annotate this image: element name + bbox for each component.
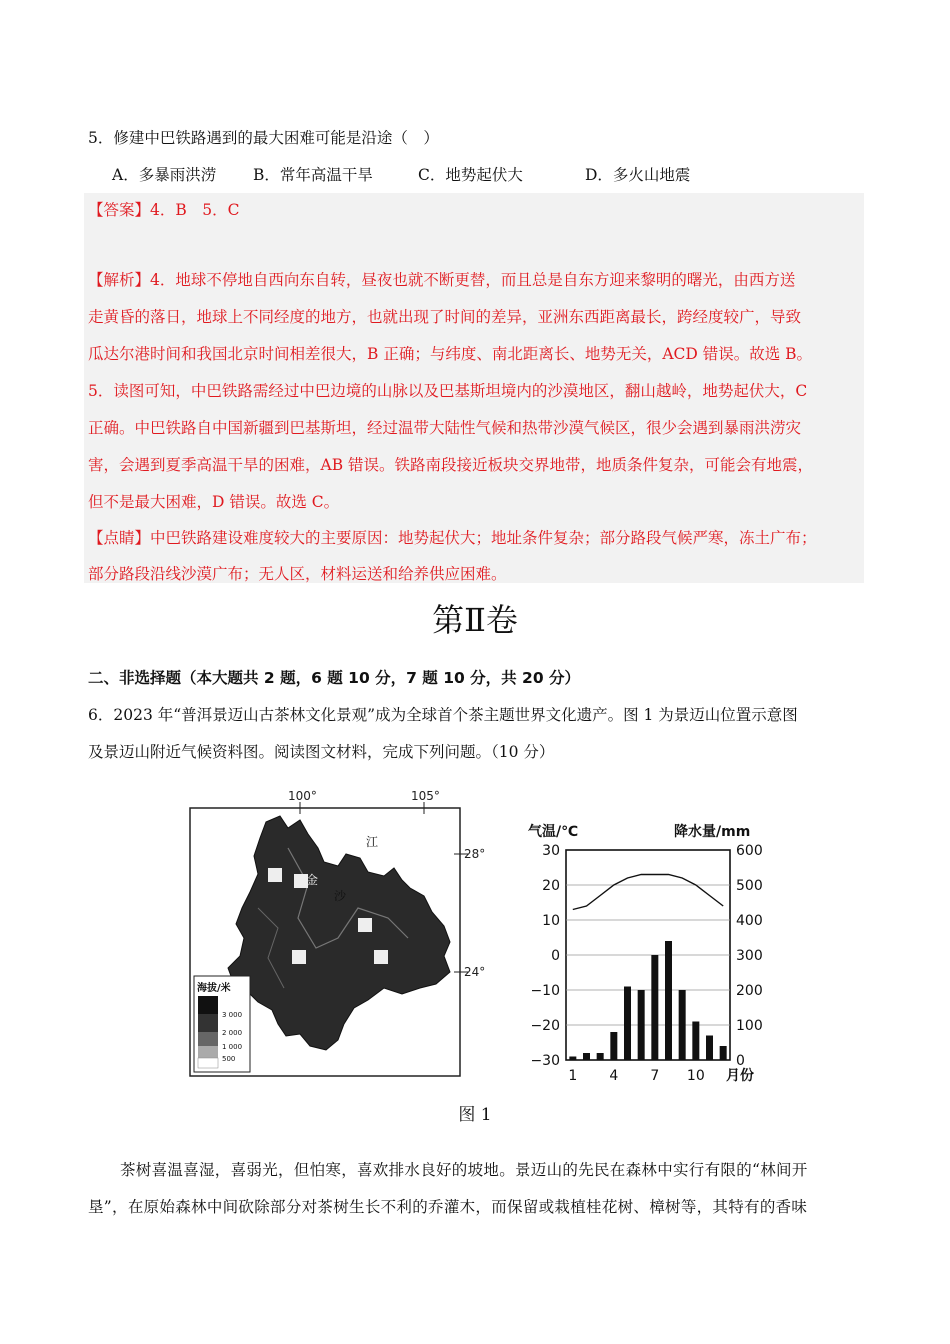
figure-1 (188, 788, 768, 1092)
question-6-line-1: 6．2023 年“普洱景迈山古茶林文化景观”成为全球首个茶主题世界文化遗产。图 1 为景迈山位置示意图 (88, 706, 798, 724)
option-a: A．多暴雨洪涝 (112, 166, 217, 184)
passage-line-2: 垦”，在原始森林中间砍除部分对茶树生长不利的乔灌木，而保留或栽植桂花树、樟树等，其特有的香味 (88, 1198, 808, 1216)
precipitation-bar (665, 941, 672, 1060)
precipitation-bar (679, 990, 686, 1060)
left-tick-label: 10 (542, 913, 560, 929)
right-tick-label: 400 (736, 913, 763, 929)
analysis-line-4: 5．读图可知，中巴铁路需经过中巴边境的山脉以及巴基斯坦境内的沙漠地区，翻山越岭，地势起伏大，C (88, 382, 808, 400)
option-b: B．常年高温干旱 (253, 166, 373, 184)
x-tick-label: 4 (609, 1068, 619, 1084)
legend-2000: 2 000 (222, 1029, 243, 1037)
analysis-line-1: 【解析】4．地球不停地自西向东自转，昼夜也就不断更替，而且总是自东方迎来黎明的曙光，由西方送 (88, 271, 796, 289)
option-d: D．多火山地震 (585, 166, 691, 184)
section-heading: 二、非选择题（本大题共 2 题，6 题 10 分，7 题 10 分，共 20 分） (88, 669, 581, 687)
passage-line-1: 茶树喜温喜湿，喜弱光，但怕寒，喜欢排水良好的坡地。景迈山的先民在森林中实行有限的“林间开 (120, 1161, 808, 1179)
lat-label-24: 24° (464, 965, 486, 979)
right-tick-label: 100 (736, 1018, 763, 1034)
lon-label-100: 100° (288, 789, 317, 803)
precipitation-bar (692, 1022, 699, 1061)
analysis-line-3: 瓜达尔港时间和我国北京时间相差很大，B 正确；与纬度、南北距离长、地势无关，ACD 错误。故选 B。 (88, 345, 813, 363)
precipitation-bar (706, 1036, 713, 1061)
elevation-legend (194, 976, 250, 1072)
precipitation-bar (720, 1046, 727, 1060)
left-tick-label: 0 (551, 948, 560, 964)
precipitation-bar (638, 990, 645, 1060)
left-tick-label: −10 (530, 983, 560, 999)
x-axis-label: 月份 (726, 1068, 754, 1084)
right-tick-label: 200 (736, 983, 763, 999)
right-tick-label: 0 (736, 1053, 745, 1069)
left-tick-label: 30 (542, 843, 560, 859)
legend-title: 海拔/米 (197, 983, 231, 994)
precipitation-bar (651, 955, 658, 1060)
place-char-jiang: 江 (366, 835, 379, 849)
legend-500: 500 (222, 1055, 236, 1063)
precipitation-bar (610, 1032, 617, 1060)
question-5-stem: 5．修建中巴铁路遇到的最大困难可能是沿途（ ） (88, 129, 439, 147)
left-axis-label: 气温/℃ (528, 824, 579, 840)
left-tick-label: −30 (530, 1053, 560, 1069)
location-map (190, 789, 485, 1076)
left-tick-label: −20 (530, 1018, 560, 1034)
analysis-line-7: 但不是最大困难，D 错误。故选 C。 (88, 493, 340, 511)
legend-1000: 1 000 (222, 1043, 243, 1051)
precipitation-bar (624, 987, 631, 1061)
right-tick-label: 600 (736, 843, 763, 859)
precipitation-bar (583, 1053, 590, 1060)
tip-line-1: 【点睛】中巴铁路建设难度较大的主要原因：地势起伏大；地址条件复杂；部分路段气候严寒，冻土广布； (88, 529, 817, 547)
place-char-sha: 沙 (334, 889, 347, 903)
right-axis-label: 降水量/mm (674, 824, 751, 840)
climate-chart (528, 823, 763, 1084)
question-6-line-2: 及景迈山附近气候资料图。阅读图文材料，完成下列问题。（10 分） (88, 743, 555, 761)
analysis-line-6: 害，会遇到夏季高温干旱的困难，AB 错误。铁路南段接近板块交界地带，地质条件复杂，可能会有地震， (88, 456, 814, 474)
legend-3000: 3 000 (222, 1011, 243, 1019)
x-tick-label: 7 (650, 1068, 660, 1084)
tip-line-2: 部分路段沿线沙漠广布；无人区，材料运送和给养供应困难。 (88, 565, 507, 583)
right-tick-label: 500 (736, 878, 763, 894)
place-char-jin: 金 (306, 873, 319, 887)
x-tick-label: 1 (568, 1068, 578, 1084)
x-tick-label: 10 (686, 1068, 705, 1084)
analysis-line-5: 正确。中巴铁路自中国新疆到巴基斯坦，经过温带大陆性气候和热带沙漠气候区，很少会遇到暴雨洪涝灾 (88, 419, 802, 437)
lat-label-28: 28° (464, 847, 486, 861)
figure-svg (188, 788, 768, 1088)
right-tick-label: 300 (736, 948, 763, 964)
precipitation-bar (597, 1053, 604, 1060)
section-title: 第Ⅱ卷 (432, 601, 518, 639)
answer-line: 【答案】4．B 5．C (88, 201, 240, 219)
lon-label-105: 105° (411, 789, 440, 803)
precipitation-bar (569, 1057, 576, 1061)
figure-caption: 图 1 (458, 1105, 492, 1125)
option-c: C．地势起伏大 (418, 166, 523, 184)
analysis-line-2: 走黄昏的落日，地球上不同经度的地方，也就出现了时间的差异，亚洲东西距离最长，跨经度较广，导致 (88, 308, 802, 326)
left-tick-label: 20 (542, 878, 560, 894)
